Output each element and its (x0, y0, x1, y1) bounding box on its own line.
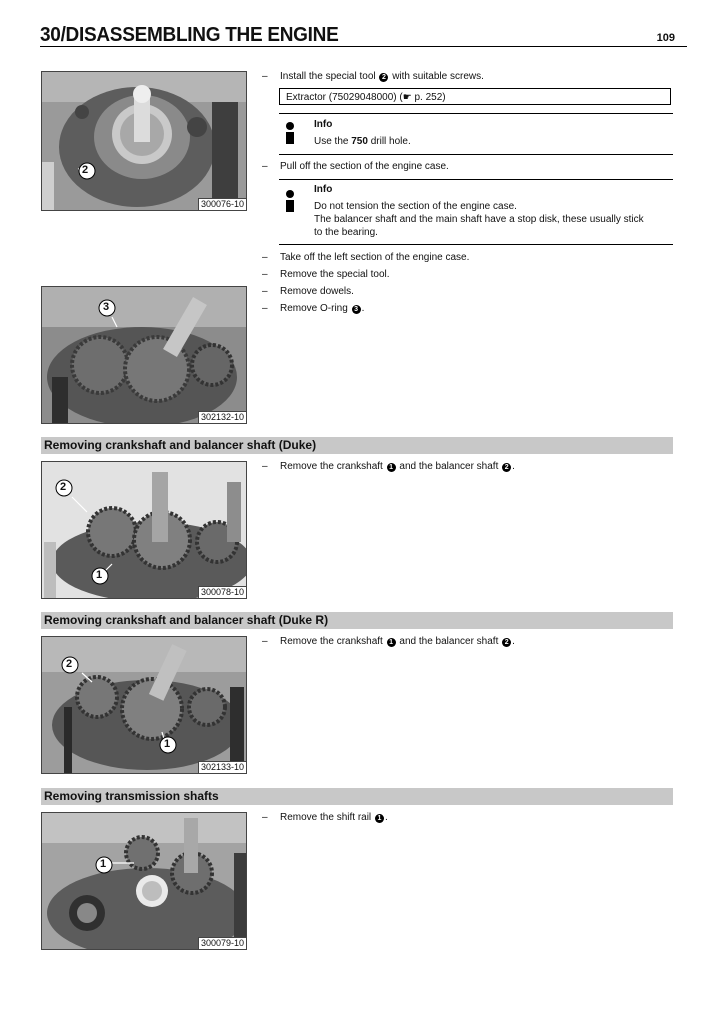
callout-number-2: 2 (379, 73, 388, 82)
section-heading-duke-r: Removing crankshaft and balancer shaft (Duke R) (41, 612, 673, 629)
info-box-drill-hole: Info Use the 750 drill hole. (279, 113, 673, 155)
section-heading-duke: Removing crankshaft and balancer shaft (Duke) (41, 437, 673, 454)
photo-id: 302132-10 (198, 411, 246, 423)
callout-1: 1 (164, 738, 171, 750)
photo-engine-case-extractor (41, 71, 247, 211)
photo-id: 300076-10 (198, 198, 246, 210)
info-box-tension: Info Do not tension the section of the engine case. The balancer shaft and the main shaft have a stop disk, these usually stick to the bearing. (279, 179, 673, 245)
callout-2: 2 (66, 658, 73, 670)
info-icon (283, 190, 297, 212)
callout-number-1: 1 (387, 638, 396, 647)
page-reference-link[interactable]: p. 252) (414, 92, 446, 103)
section-heading-transmission: Removing transmission shafts (41, 788, 673, 805)
callout-number-2: 2 (502, 463, 511, 472)
callout-2: 2 (60, 481, 67, 493)
chapter-title: 30/DISASSEMBLING THE ENGINE (40, 24, 339, 46)
photo-crankshaft-duke-r (41, 636, 247, 774)
callout-2: 2 (82, 164, 89, 176)
photo-transmission-shafts (41, 812, 247, 950)
info-icon (283, 122, 297, 144)
photo-id: 302133-10 (198, 761, 246, 773)
info-heading: Info (314, 119, 333, 130)
callout-number-1: 1 (387, 463, 396, 472)
photo-o-ring (41, 286, 247, 424)
page-number: 109 (656, 32, 675, 44)
info-heading: Info (314, 184, 333, 195)
special-tool-box: Extractor (75029048000) (☛ p. 252) (279, 88, 671, 105)
callout-number-2: 2 (502, 638, 511, 647)
callout-3: 3 (103, 301, 110, 313)
callout-1: 1 (96, 569, 103, 581)
photo-id: 300078-10 (198, 586, 246, 598)
callout-1: 1 (100, 858, 107, 870)
page-reference-icon: ☛ (402, 92, 412, 103)
photo-crankshaft-duke (41, 461, 247, 599)
callout-number-1: 1 (375, 814, 384, 823)
callout-number-3: 3 (352, 305, 361, 314)
photo-id: 300079-10 (198, 937, 246, 949)
page-header (40, 26, 687, 47)
